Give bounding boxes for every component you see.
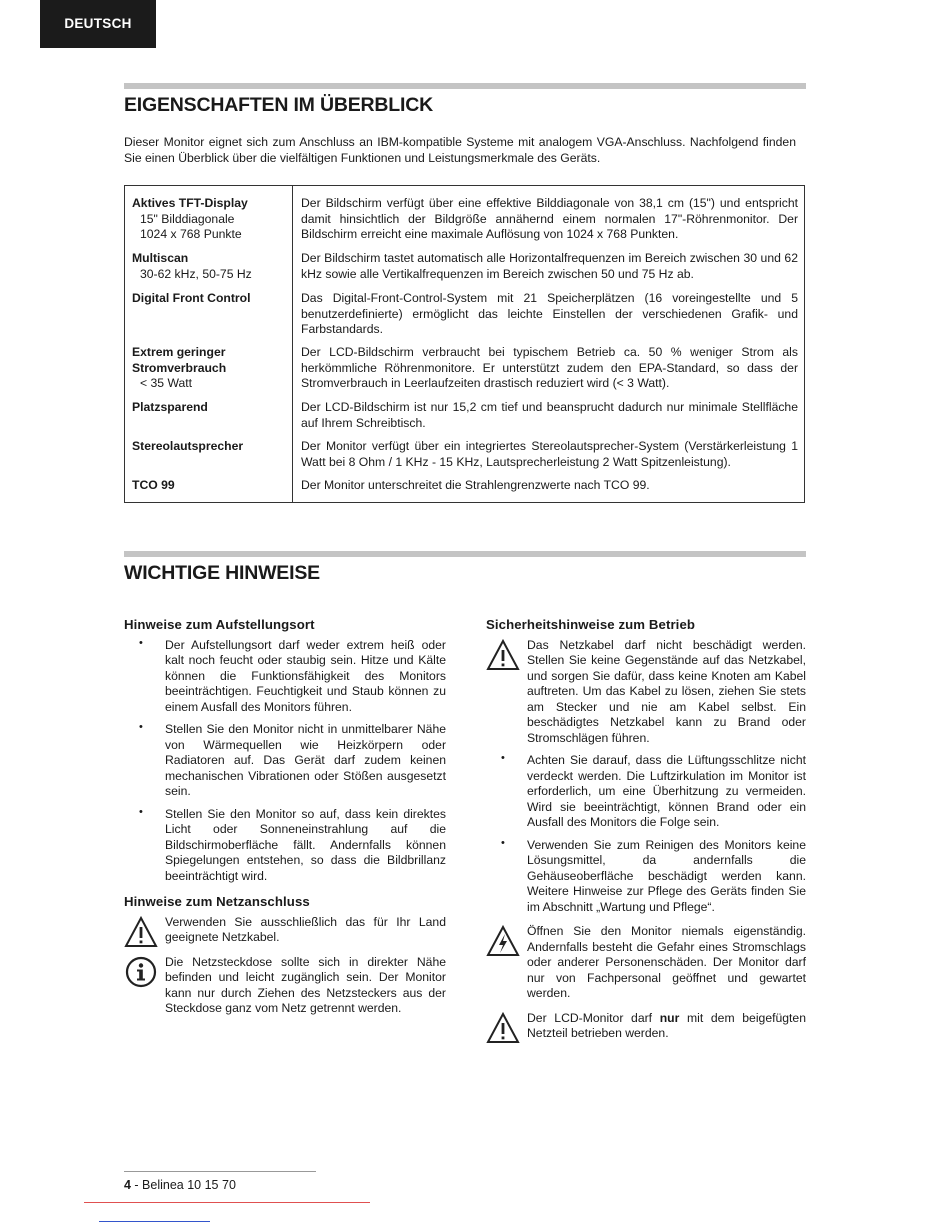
footer-text: - Belinea 10 15 70 (130, 1178, 236, 1192)
list-item: Verwenden Sie ausschließlich das für Ihr Land geeignete Netzkabel. (124, 915, 446, 946)
feature-description: Der Bildschirm verfügt über eine effektive Bilddiagonale von 38,1 cm (15") und entspricht damit hinsichtlich der Bildgröße annähernd einem normalen 17"-Röhrenmonitor. Der Bildschirm erreicht eine maximale Auflösung von 1024 x 768 Punkten. (301, 196, 798, 241)
feature-name: Multiscan (132, 251, 189, 265)
feature-description: Der Monitor verfügt über ein integriertes Stereolautsprecher-System (Verstärkerleistung 1 Watt bei 8 Ohm / 1 KHz - 15 KHz, Lautsprecherleistung 2 Watt Spitzenleistung). (301, 439, 798, 469)
section-rule (124, 551, 806, 557)
bullet-icon: • (501, 752, 505, 764)
table-divider (292, 186, 293, 502)
info-icon (124, 956, 158, 988)
section-rule (124, 83, 806, 89)
feature-name: TCO 99 (132, 478, 175, 492)
feature-name: Extrem geringer Stromverbrauch (132, 345, 227, 375)
list-item: Das Netzkabel darf nicht beschädigt werden. Stellen Sie keine Gegenstände auf das Netzkabel, und sorgen Sie dafür, dass keine Knoten am Kabel auftreten. Um das Kabel zu lösen, ziehen Sie stets am Stecker und nie am Kabel selbst. Ein beschädigtes Netzkabel kann zu Brand oder Stromschlägen führen. (486, 638, 806, 747)
bullet-icon: • (139, 805, 143, 818)
feature-description: Der LCD-Bildschirm ist nur 15,2 cm tief und beansprucht dadurch nur minimale Stellfläche auf Ihrem Schreibtisch. (301, 400, 798, 430)
warning-icon (486, 639, 520, 671)
feature-description: Der LCD-Bildschirm verbraucht bei typischem Betrieb ca. 50 % weniger Strom als herkömmliche Röhrenmonitore. Er unterstützt zudem den EPA-Standard, so dass der Stromverbrauch in Leerlaufzeiten drastisch reduziert wird (< 3 Watt). (301, 345, 798, 390)
feature-sub: 30-62 kHz, 50-75 Hz (140, 266, 252, 281)
intro-paragraph: Dieser Monitor eignet sich zum Anschluss an IBM-kompatible Systeme mit analogem VGA-Anschluss. Nachfolgend finden Sie einen Überblick über die vielfältigen Funktionen und Leistungsmerkmale des Geräts. (124, 135, 796, 165)
features-table (124, 185, 805, 503)
list-item: • Der Aufstellungsort darf weder extrem heiß oder kalt noch feucht oder staubig sein. Hitze und Kälte können die Funktionsfähigkeit des Monitors beeinträchtigen. Feuchtigkeit und Staub können zu einem Ausfall des Monitors führen. (139, 636, 446, 714)
warning-icon (124, 916, 158, 948)
language-tab: DEUTSCH (40, 0, 156, 48)
warning-icon (486, 1012, 520, 1044)
list-item: • Verwenden Sie zum Reinigen des Monitors keine Lösungsmittel, da andernfalls die Gehäuseoberfläche beschädigt werden kann. Weitere Hinweise zur Pflege des Geräts finden Sie im Abschnitt „Wartung und Pflege“. (501, 836, 806, 914)
footer-rule (124, 1171, 316, 1172)
list-item: • Achten Sie darauf, dass die Lüftungsschlitze nicht verdeckt werden. Die Luftzirkulation im Monitor ist erforderlich, um eine Überhitzung zu vermeiden. Wird sie beeinträchtigt, können Brand oder ein Ausfall des Monitors die Folge sein. (501, 752, 806, 829)
feature-description: Der Monitor unterschreitet die Strahlengrenzwerte nach TCO 99. (301, 478, 650, 492)
decorative-line (84, 1202, 370, 1203)
feature-name: Platzsparend (132, 400, 208, 414)
section-title-notes: WICHTIGE HINWEISE (124, 562, 320, 584)
heading-safety: Sicherheitshinweise zum Betrieb (486, 617, 696, 632)
right-column (486, 617, 806, 1049)
list-item: Öffnen Sie den Monitor niemals eigenständig. Andernfalls besteht die Gefahr eines Stromschlags oder anderer Personenschäden. Der Monitor darf nur von Fachpersonal geöffnet und gewartet werden. (486, 924, 806, 1002)
feature-sub: 1024 x 768 Punkte (140, 227, 242, 241)
feature-name: Stereolautsprecher (132, 439, 244, 453)
page-footer (124, 1178, 236, 1194)
list-item: • Stellen Sie den Monitor nicht in unmittelbarer Nähe von Wärmequellen wie Heizkörpern oder Radiatoren auf. Das Gerät darf zudem keinen mechanischen Vibrationen oder Stößen ausgesetzt sein. (139, 721, 446, 798)
heading-power: Hinweise zum Netzanschluss (124, 894, 310, 909)
page-number: 4 (124, 1178, 131, 1192)
feature-description: Das Digital-Front-Control-System mit 21 Speicherplätzen (16 voreingestellte und 5 benutzerdefinierte) ermöglicht das leichte Einstellen der verschiedenen Grafik- und Farbstandards. (301, 291, 798, 336)
feature-sub: < 35 Watt (140, 376, 193, 390)
decorative-line (99, 1221, 210, 1222)
heading-placement: Hinweise zum Aufstellungsort (124, 617, 315, 632)
bullet-icon: • (501, 836, 505, 849)
feature-name: Aktives TFT-Display (132, 196, 248, 210)
left-column (124, 617, 446, 1024)
feature-sub: 15" Bilddiagonale (140, 211, 235, 226)
bullet-icon: • (139, 636, 143, 649)
list-item: Der LCD-Monitor darf nur mit dem beigefügten Netzteil betrieben werden. (486, 1011, 806, 1042)
electric-shock-icon (486, 925, 520, 957)
list-item: • Stellen Sie den Monitor so auf, dass kein direktes Licht oder Sonneneinstrahlung auf die Bildschirmoberfläche fällt. Andernfalls können Spiegelungen entstehen, so dass die Bildbrillanz beeinträchtigt wird. (139, 805, 446, 883)
section-title-features: EIGENSCHAFTEN IM ÜBERBLICK (124, 94, 433, 116)
list-item: Die Netzsteckdose sollte sich in direkter Nähe befinden und leicht zugänglich sein. Der Monitor kann nur durch Ziehen des Netzsteckers aus der Steckdose ganz vom Netz getrennt werden. (124, 955, 446, 1017)
bullet-icon: • (139, 721, 143, 733)
feature-description: Der Bildschirm tastet automatisch alle Horizontalfrequenzen im Bereich zwischen 30 und 62 kHz sowie alle Vertikalfrequenzen im Bereich zwischen 50 und 75 Hz ab. (301, 251, 798, 281)
feature-name: Digital Front Control (132, 291, 251, 305)
